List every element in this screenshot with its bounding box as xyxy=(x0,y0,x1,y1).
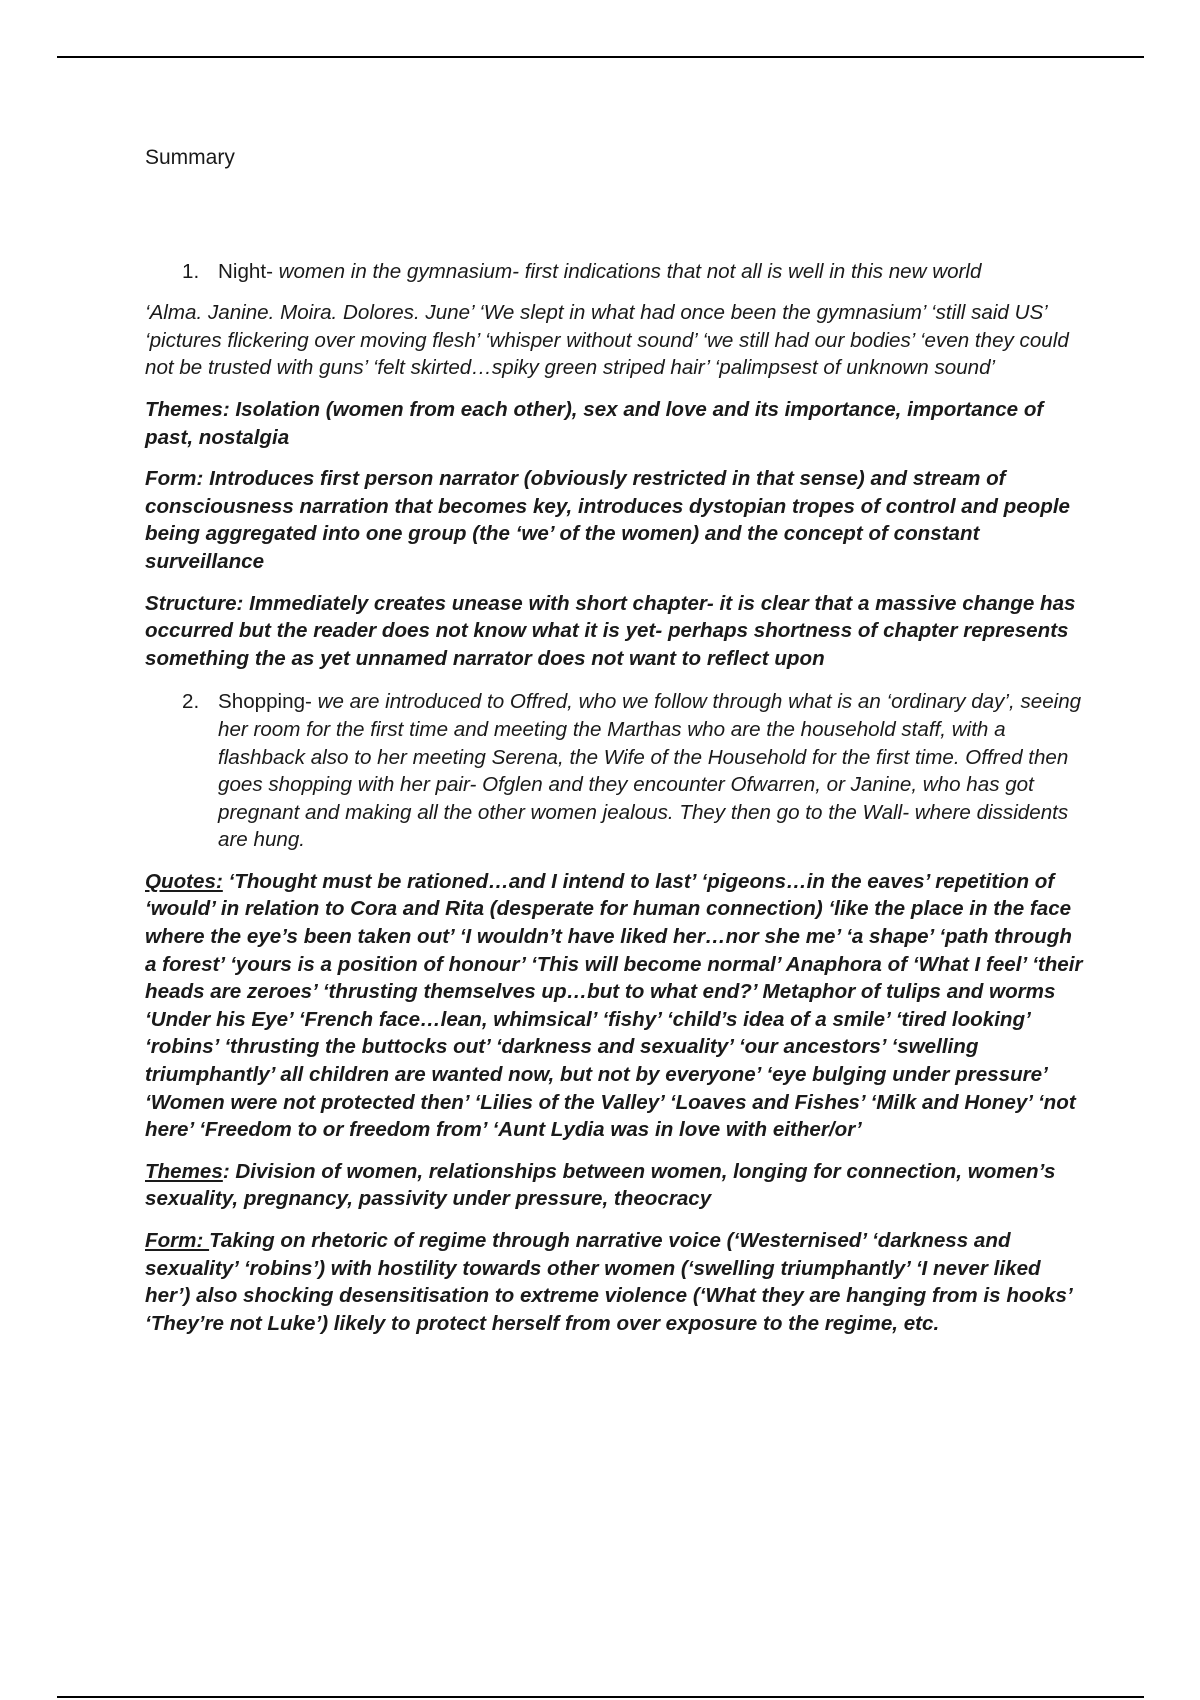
section-description: women in the gymnasium- first indications that not all is well in this new world xyxy=(272,259,982,283)
themes-text: : Division of women, relationships between women, longing for connection, women’s sexuality, pregnancy, passivity under pressure, theocracy xyxy=(145,1159,1056,1211)
header-rule xyxy=(57,56,1144,58)
list-item-night xyxy=(145,258,1089,286)
list-item-shopping xyxy=(145,688,1089,854)
quotes-label: Quotes: xyxy=(145,869,223,893)
list-number: 2. xyxy=(182,690,200,714)
summary-heading: Summary xyxy=(145,146,235,169)
themes-paragraph: Themes: Isolation (women from each other), sex and love and its importance, importance of past, nostalgia xyxy=(145,397,1044,449)
section-title: Night- xyxy=(218,259,273,283)
themes-paragraph xyxy=(145,1158,1089,1213)
quotes-text: ‘Thought must be rationed…and I intend to last’ ‘pigeons…in the eaves’ repetition of ‘would’ in relation to Cora and Rita (desperate for human connection) ‘like the place in the face where the eye’s been taken out’ ‘I wouldn’t have liked her…nor she me’ ‘a shape’ ‘path through a forest’ ‘yours is a position of honour’ ‘This will become normal’ Anaphora of ‘What I feel’ ‘their heads are zeroes’ ‘thrusting themselves up…but to what end?’ Metaphor of tulips and worms ‘Under his Eye’ ‘French face…lean, whimsical’ ‘fishy’ ‘child’s idea of a smile’ ‘tired looking’ ‘robins’ ‘thrusting the buttocks out’ ‘darkness and sexuality’ ‘our ancestors’ ‘swelling triumphantly’ all children are wanted now, but not by everyone’ ‘eye bulging under pressure’ ‘Women were not protected then’ ‘Lilies of the Valley’ ‘Loaves and Fishes’ ‘Milk and Honey’ ‘not here’ ‘Freedom to or freedom from’ ‘Aunt Lydia was in love with either/or’ xyxy=(145,869,1083,1142)
form-paragraph: Form: Introduces first person narrator (obviously restricted in that sense) and stream of consciousness narration that becomes key, introduces dystopian tropes of control and people being aggregated into one group (the ‘we’ of the women) and the concept of constant surveillance xyxy=(145,467,1070,573)
section-description: we are introduced to Offred, who we follow through what is an ‘ordinary day’, seeing her room for the first time and meeting the Marthas who are the household staff, with a flashback also to her meeting Serena, the Wife of the Household for the first time. Offred then goes shopping with her pair- Ofglen and they encounter Ofwarren, or Janine, who has got pregnant and making all the other women jealous. They then go to the Wall- where dissidents are hung. xyxy=(218,690,1082,852)
themes-label: Themes xyxy=(145,1159,223,1183)
quotes-paragraph: ‘Alma. Janine. Moira. Dolores. June’ ‘We slept in what had once been the gymnasium’ ‘still said US’ ‘pictures flickering over moving flesh’ ‘whisper without sound’ ‘we still had our bodies’ ‘even they could not be trusted with guns’ ‘felt skirted…spiky green striped hair’ ‘palimpsest of unknown sound’ xyxy=(145,301,1069,380)
list-number: 1. xyxy=(182,259,200,283)
section-title: Shopping- xyxy=(218,690,312,714)
form-paragraph xyxy=(145,1227,1089,1337)
document-body xyxy=(145,144,1089,1337)
form-text: Taking on rhetoric of regime through narrative voice (‘Westernised’ ‘darkness and sexuality’ ‘robins’) with hostility towards other women (‘swelling triumphantly’ ‘I never liked her’) also shocking desensitisation to extreme violence (‘What they are hanging from is hooks’ ‘They’re not Luke’) likely to protect herself from over exposure to the regime, etc. xyxy=(145,1229,1072,1335)
structure-paragraph: Structure: Immediately creates unease with short chapter- it is clear that a massive change has occurred but the reader does not know what it is yet- perhaps shortness of chapter represents something the as yet unnamed narrator does not want to reflect upon xyxy=(145,591,1076,670)
footer-rule xyxy=(57,1696,1144,1698)
quotes-paragraph xyxy=(145,868,1089,1144)
form-label: Form: xyxy=(145,1229,210,1252)
